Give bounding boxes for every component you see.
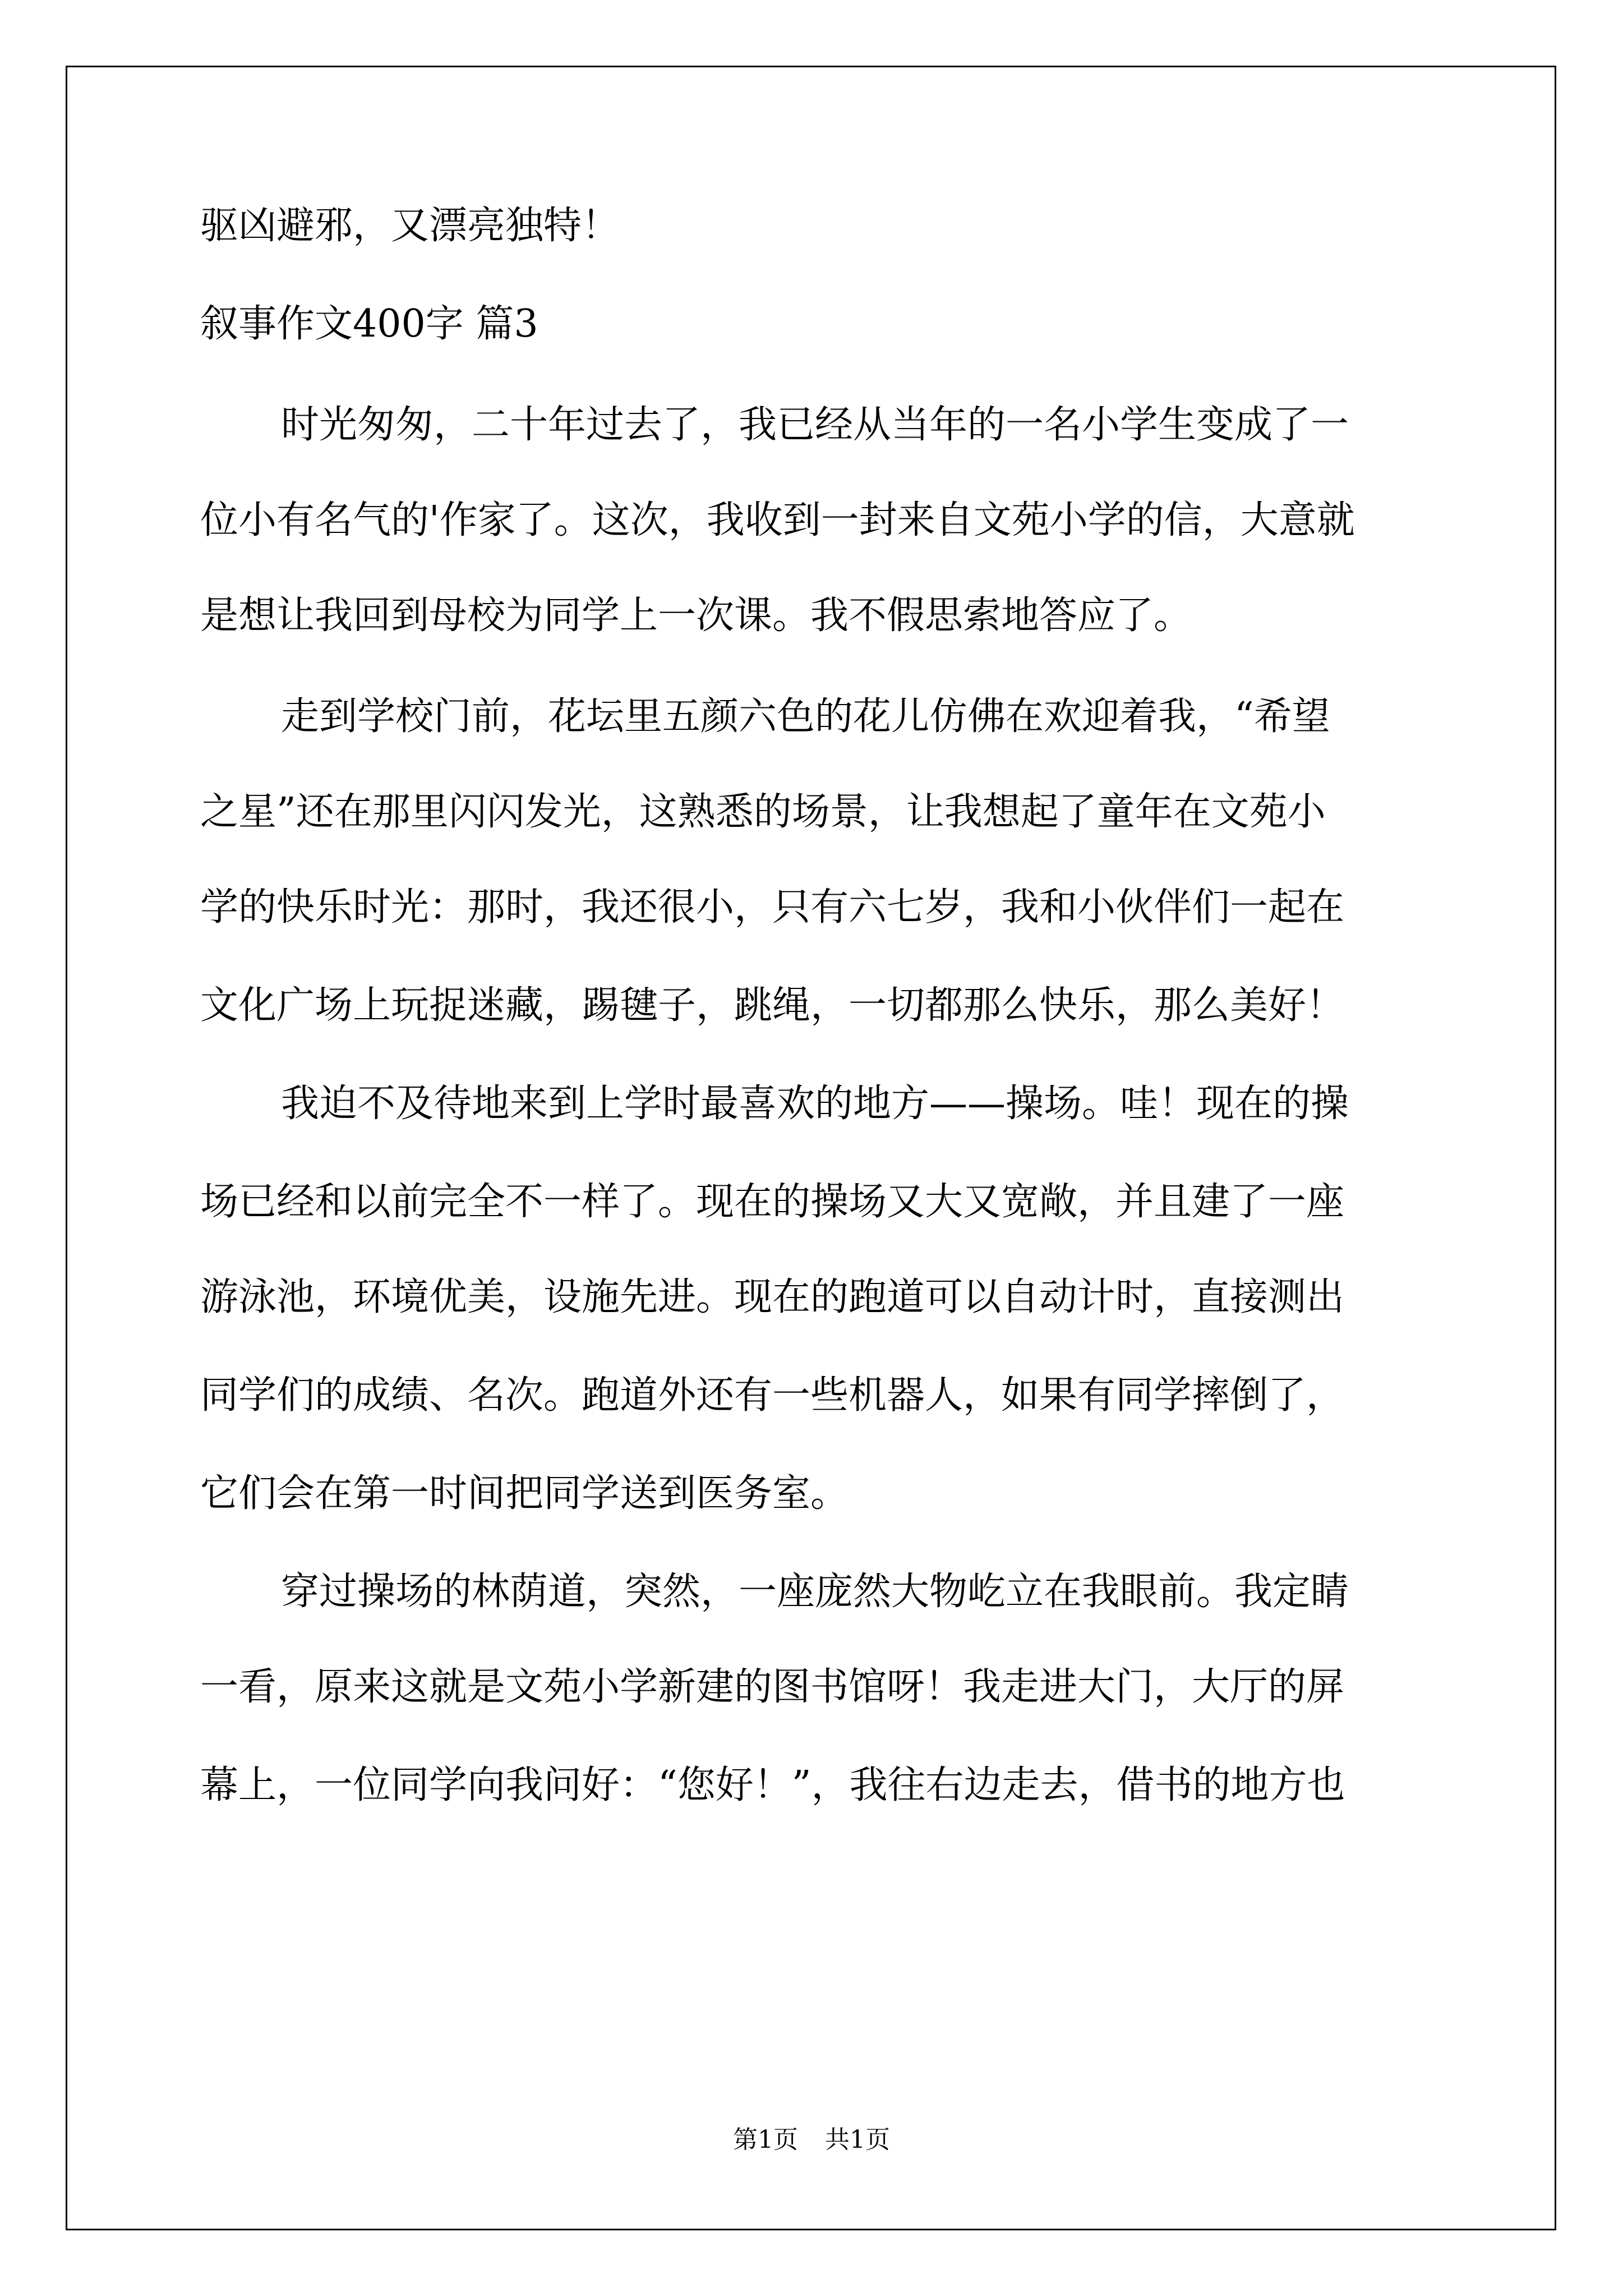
paragraph-line: 穿过操场的林荫道，突然，一座庞然大物屹立在我眼前。我定睛 [281,1570,1349,1614]
paragraph-line: 时光匆匆，二十年过去了，我已经从当年的一名小学生变成了一 [281,403,1349,447]
section-heading: 叙事作文400字 篇3 [200,302,538,346]
paragraph-line: 同学们的成绩、名次。跑道外还有一些机器人，如果有同学摔倒了， [200,1373,1345,1418]
paragraph-line: 游泳池，环境优美，设施先进。现在的跑道可以自动计时，直接测出 [200,1275,1345,1319]
page-frame [66,66,1556,2230]
paragraph-line: 文化广场上玩捉迷藏，踢毽子，跳绳，一切都那么快乐，那么美好！ [200,983,1345,1028]
page-total: 共1页 [825,2125,890,2154]
paragraph-line: 之星”还在那里闪闪发光，这熟悉的场景，让我想起了童年在文苑小 [200,790,1326,834]
paragraph-line: 走到学校门前，花坛里五颜六色的花儿仿佛在欢迎着我，“希望 [281,694,1330,739]
text-line: 驱凶避邪，又漂亮独特！ [200,204,620,248]
paragraph-line: 是想让我回到母校为同学上一次课。我不假思索地答应了。 [200,593,1192,638]
page-footer [0,2123,1623,2157]
paragraph-line: 位小有名气的'作家了。这次，我收到一封来自文苑小学的信，大意就 [200,498,1355,542]
paragraph-line: 一看，原来这就是文苑小学新建的图书馆呀！我走进大门，大厅的屏 [200,1665,1345,1709]
paragraph-line: 幕上，一位同学向我问好：“您好！”，我往右边走去，借书的地方也 [200,1763,1345,1807]
paragraph-line: 场已经和以前完全不一样了。现在的操场又大又宽敞，并且建了一座 [200,1180,1345,1224]
paragraph-line: 学的快乐时光：那时，我还很小，只有六七岁，我和小伙伴们一起在 [200,885,1345,930]
paragraph-line: 它们会在第一时间把同学送到医务室。 [200,1471,849,1516]
page-number: 第1页 [733,2125,798,2154]
paragraph-line: 我迫不及待地来到上学时最喜欢的地方——操场。哇！现在的操 [281,1082,1349,1126]
